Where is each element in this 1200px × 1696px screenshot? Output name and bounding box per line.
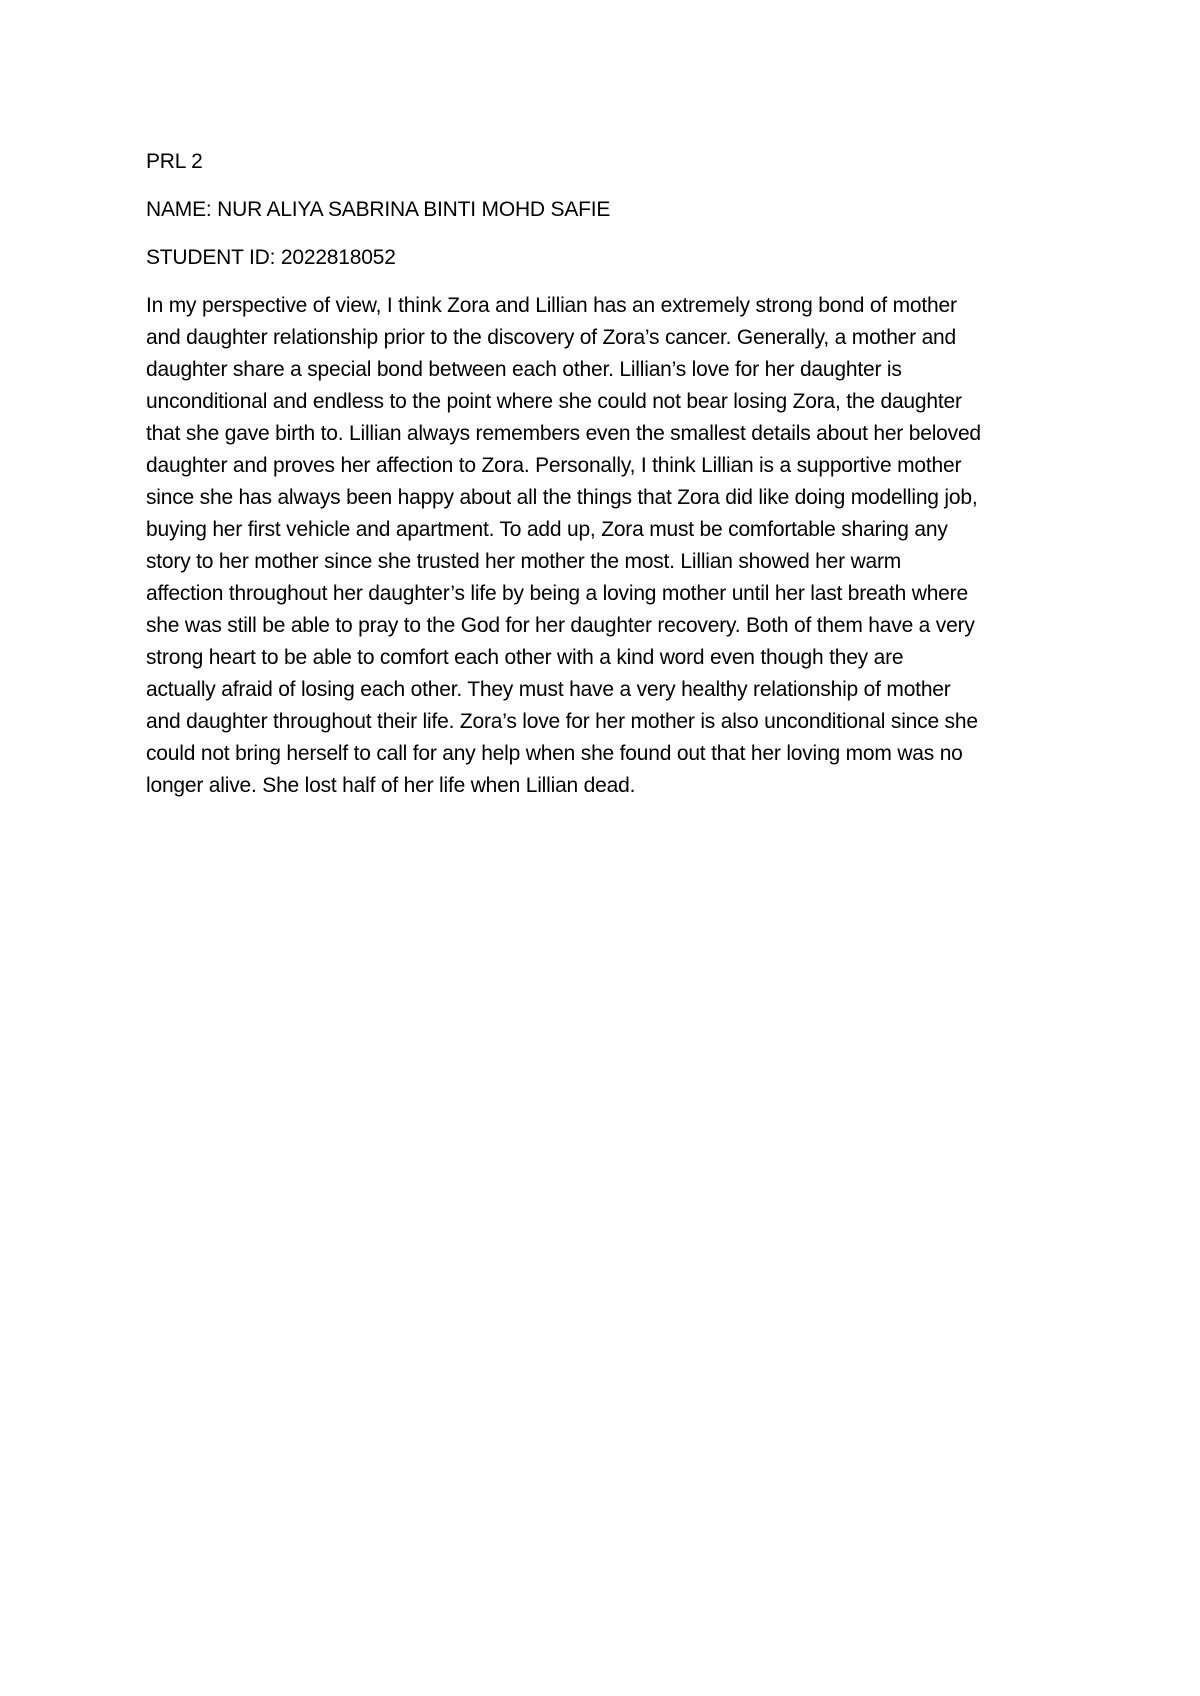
paragraph-line: and daughter relationship prior to the discovery of Zora’s cancer. Generally, a mother and [146, 326, 957, 349]
paragraph-line: she was still be able to pray to the God for her daughter recovery. Both of them have a very [146, 614, 975, 637]
paragraph-line: story to her mother since she trusted her mother the most. Lillian showed her warm [146, 550, 902, 573]
paragraph-line: since she has always been happy about all the things that Zora did like doing modelling job, [146, 486, 978, 509]
paragraph-line: longer alive. She lost half of her life when Lillian dead. [146, 774, 636, 797]
paragraph-line: affection throughout her daughter’s life by being a loving mother until her last breath where [146, 582, 968, 605]
paragraph-line: buying her first vehicle and apartment. To add up, Zora must be comfortable sharing any [146, 518, 948, 541]
paragraph-line: daughter and proves her affection to Zora. Personally, I think Lillian is a supportive mother [146, 454, 962, 477]
paragraph-line: could not bring herself to call for any help when she found out that her loving mom was no [146, 742, 963, 765]
paragraph-line: actually afraid of losing each other. They must have a very healthy relationship of mother [146, 678, 951, 701]
essay-paragraph [146, 290, 1066, 802]
paragraph-line: strong heart to be able to comfort each other with a kind word even though they are [146, 646, 904, 669]
student-name: NAME: NUR ALIYA SABRINA BINTI MOHD SAFIE [146, 198, 611, 221]
student-id: STUDENT ID: 2022818052 [146, 246, 396, 269]
paragraph-line: that she gave birth to. Lillian always remembers even the smallest details about her beloved [146, 422, 981, 445]
paragraph-line: unconditional and endless to the point where she could not bear losing Zora, the daughter [146, 390, 962, 413]
paragraph-line: daughter share a special bond between each other. Lillian’s love for her daughter is [146, 358, 902, 381]
course-title: PRL 2 [146, 150, 203, 173]
document-content [146, 146, 1066, 802]
paragraph-line: and daughter throughout their life. Zora’s love for her mother is also unconditional since she [146, 710, 978, 733]
paragraph-line: In my perspective of view, I think Zora and Lillian has an extremely strong bond of mother [146, 294, 957, 317]
